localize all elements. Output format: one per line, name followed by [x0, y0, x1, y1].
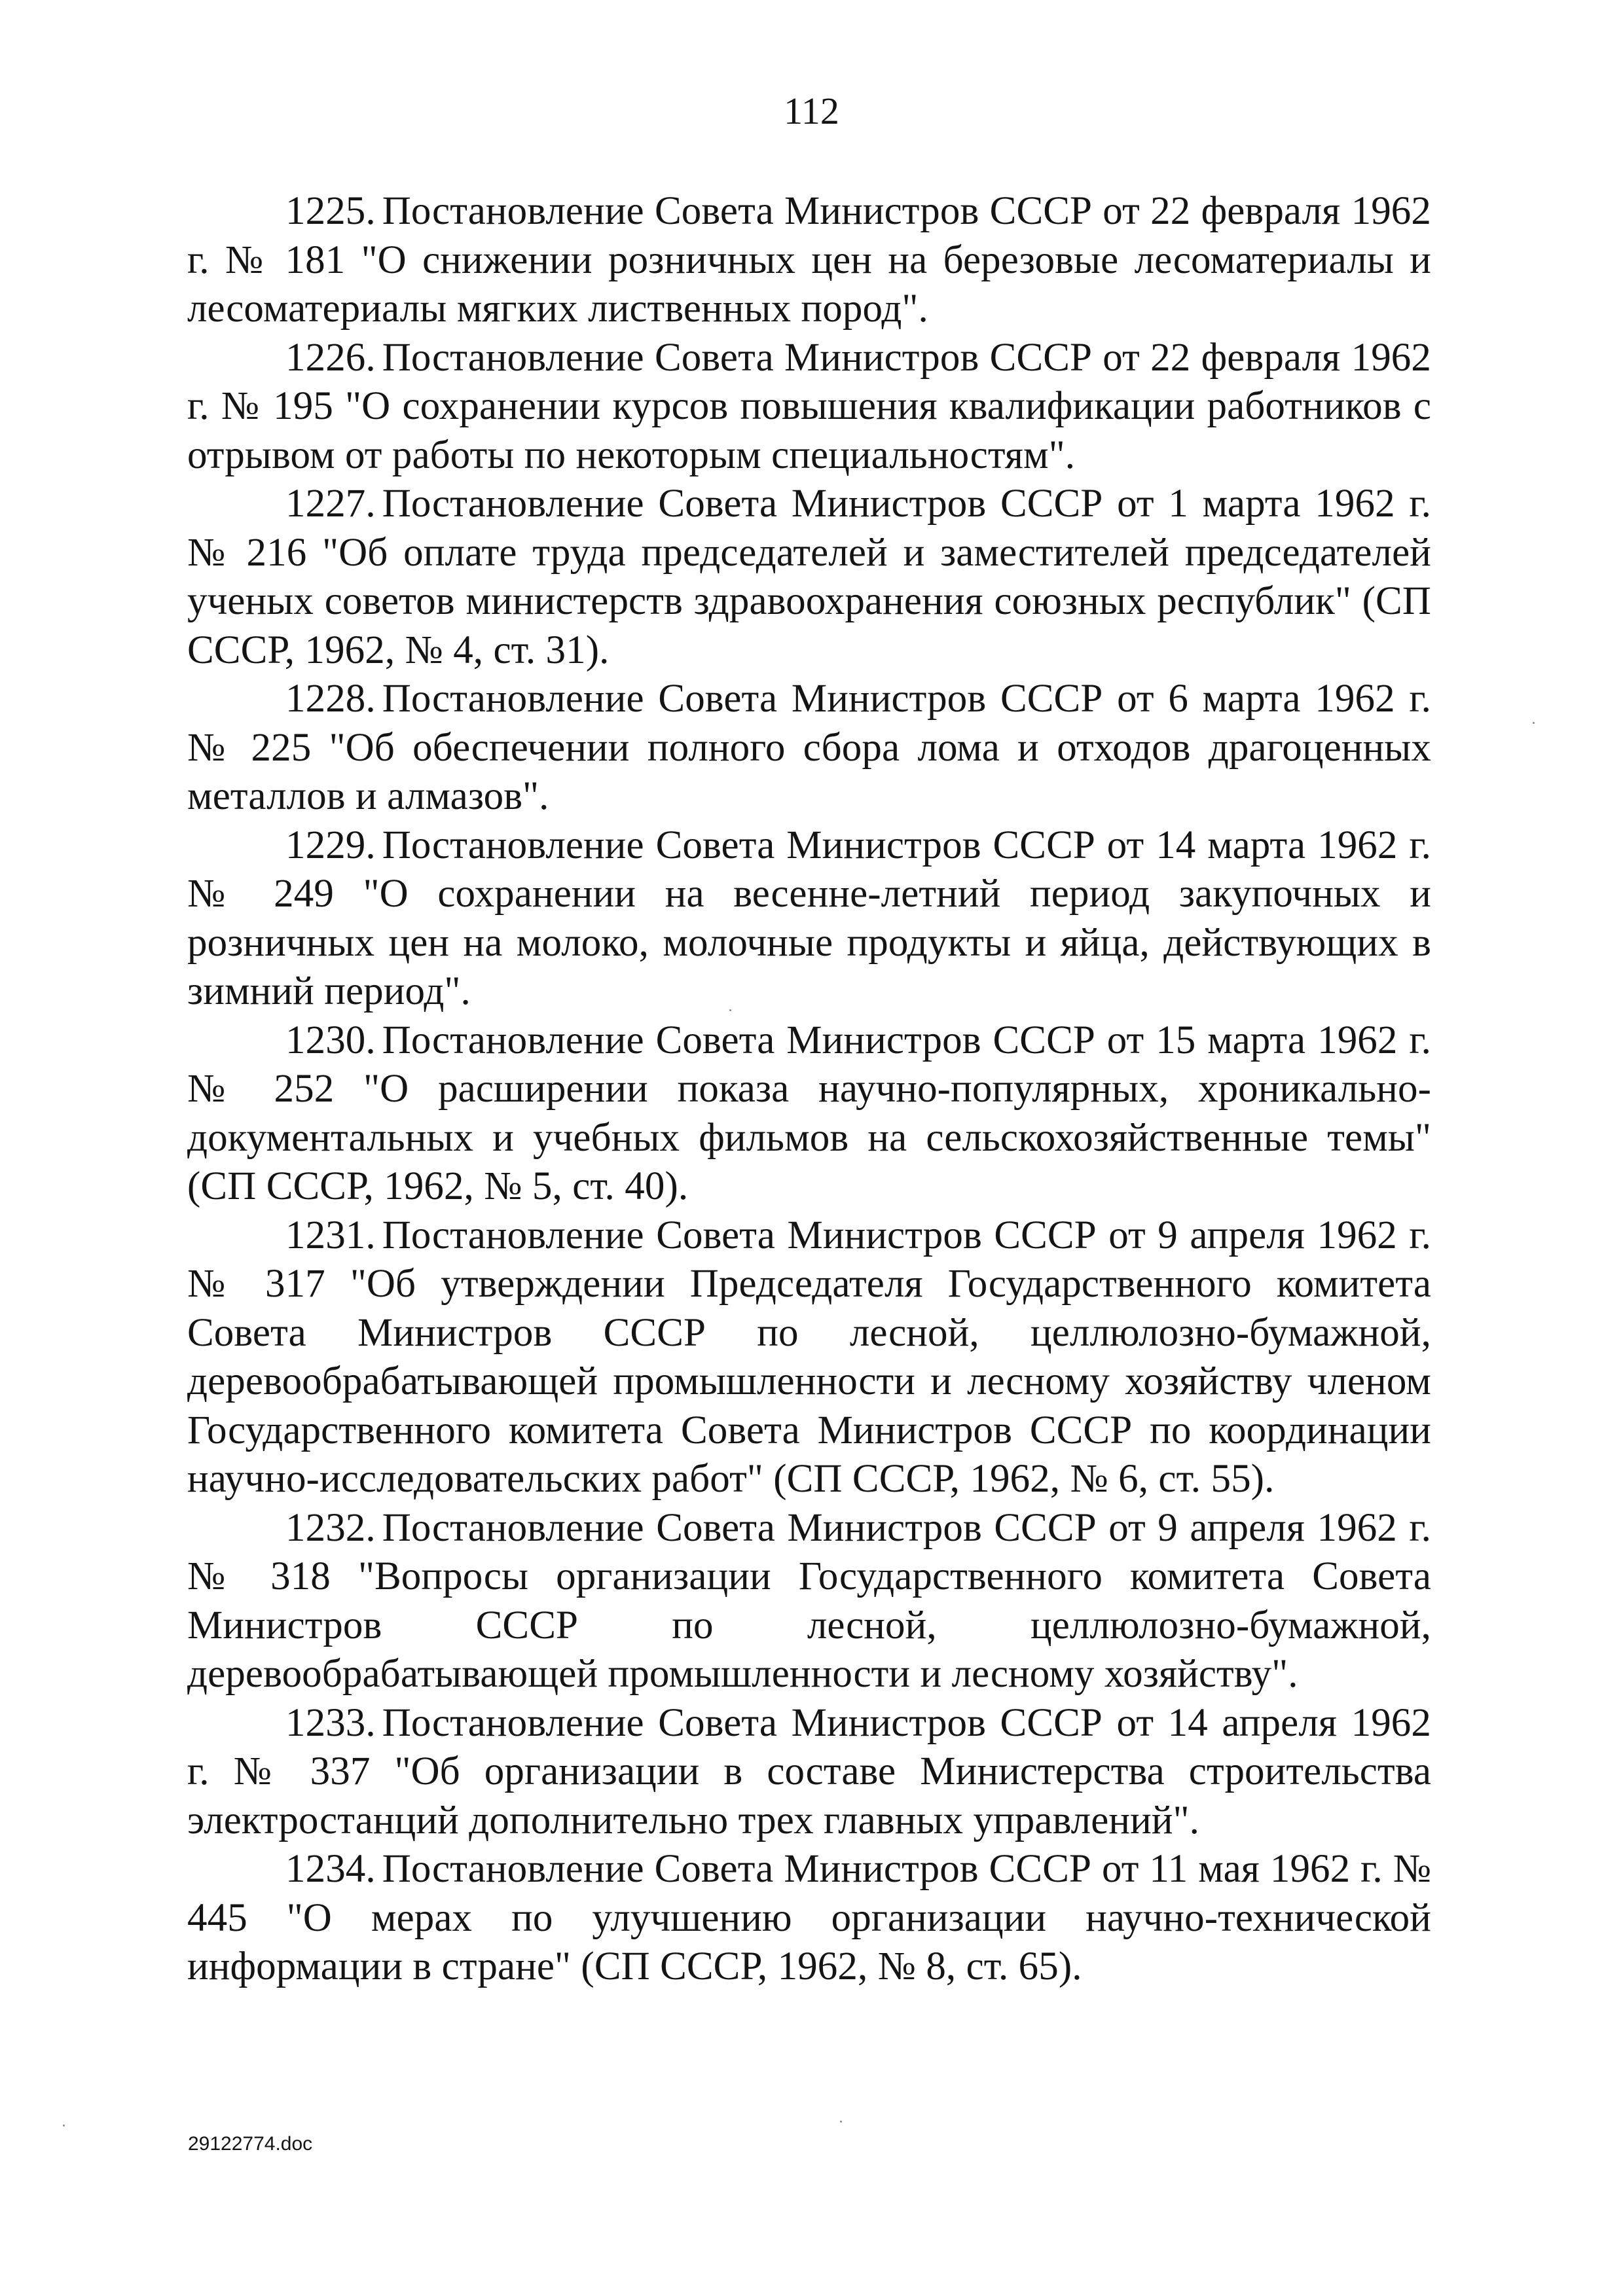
entry-number: 1231.: [285, 1213, 376, 1257]
entry-1228: [187, 675, 1431, 821]
entry-number: 1230.: [285, 1018, 376, 1062]
entry-number: 1232.: [285, 1505, 376, 1550]
entry-1227: [187, 480, 1431, 675]
entry-number: 1226.: [285, 335, 376, 380]
entry-1233: [187, 1699, 1431, 1846]
entry-text: Постановление Совета Министров СССР от 9 апреля 1962 г. № 317 "Об утверждении Председателя Государственного комитета Совета Министров СССР по лесной, целлюлозно-бумажной, деревообрабатывающей промышленности и лесному хозяйству членом Государственного комитета Совета Министров СССР по координации научно-исследовательских работ" (СП СССР, 1962, № 6, ст. 55).: [187, 1213, 1431, 1501]
entry-text: Постановление Совета Министров СССР от 22 февраля 1962 г. № 181 "О снижении розничных цен на березовые лесоматериалы и лесоматериалы мягких лиственных пород".: [187, 189, 1431, 331]
entry-number: 1234.: [285, 1847, 376, 1891]
entry-number: 1228.: [285, 677, 376, 721]
entry-1231: [187, 1211, 1431, 1504]
entry-1226: [187, 334, 1431, 480]
entry-1229: [187, 821, 1431, 1016]
entry-number: 1225.: [285, 189, 376, 233]
entry-number: 1227.: [285, 482, 376, 526]
entry-text: Постановление Совета Министров СССР от 1 марта 1962 г. № 216 "Об оплате труда председателей и заместителей председателей ученых советов министерств здравоохранения союзных республик" (СП СССР, 1962, № 4, ст. 31).: [187, 482, 1431, 672]
entry-number: 1233.: [285, 1700, 376, 1745]
scan-speck: [1533, 722, 1535, 724]
document-body: [187, 187, 1431, 1992]
entry-text: Постановление Совета Министров СССР от 6 марта 1962 г. № 225 "Об обеспечении полного сбора лома и отходов драгоценных металлов и алмазов".: [187, 677, 1431, 818]
scan-speck: [63, 2125, 65, 2126]
footer-filename: 29122774.doc: [188, 2133, 313, 2155]
entry-1225: [187, 187, 1431, 334]
entry-text: Постановление Совета Министров СССР от 14 апреля 1962 г. № 337 "Об организации в составе Министерства строительства электростанций дополнительно трех главных управлений".: [187, 1700, 1431, 1842]
entry-text: Постановление Совета Министров СССР от 14 марта 1962 г. № 249 "О сохранении на весенне-летний период закупочных и розничных цен на молоко, молочные продукты и яйца, действующих в зимний период".: [187, 823, 1431, 1013]
entry-text: Постановление Совета Министров СССР от 15 марта 1962 г. № 252 "О расширении показа научно-популярных, хроникально-документальных и учебных фильмов на сельскохозяйственные темы" (СП СССР, 1962, № 5, ст. 40).: [187, 1018, 1431, 1208]
entry-1232: [187, 1504, 1431, 1699]
entry-1234: [187, 1845, 1431, 1992]
entry-text: Постановление Совета Министров СССР от 22 февраля 1962 г. № 195 "О сохранении курсов повышения квалификации работников с отрывом от работы по некоторым специальностям".: [187, 335, 1431, 477]
page-number: 112: [784, 90, 839, 132]
scan-speck: [840, 2121, 842, 2123]
entry-1230: [187, 1016, 1431, 1211]
entry-number: 1229.: [285, 823, 376, 867]
entry-text: Постановление Совета Министров СССР от 11 мая 1962 г. № 445 "О мерах по улучшению организации научно-технической информации в стране" (СП СССР, 1962, № 8, ст. 65).: [187, 1847, 1431, 1988]
scan-speck: [729, 1009, 731, 1011]
entry-text: Постановление Совета Министров СССР от 9 апреля 1962 г. № 318 "Вопросы организации Государственного комитета Совета Министров СССР по лесной, целлюлозно-бумажной, деревообрабатывающей промышленности и лесному хозяйству".: [187, 1505, 1431, 1696]
